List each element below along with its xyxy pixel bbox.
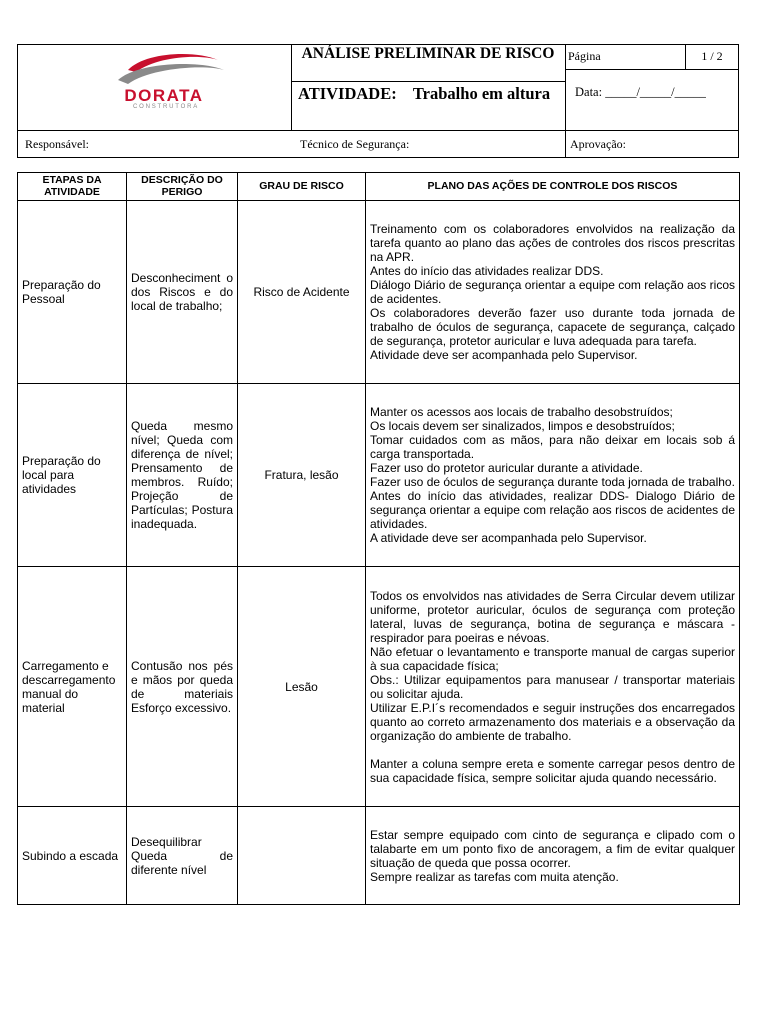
plano-line: Utilizar E.P.I´s recomendados e seguir instruções dos encarregados quanto ao correto armazenamento dos materiais e a observação da organização do ambiente de trabalho. (370, 700, 735, 743)
divider (565, 69, 739, 70)
perigo-cell: Queda mesmo nível; Queda com diferença de nível; Prensamento de membros. Ruído; Projeção de Partículas; Postura inadequada. (127, 384, 238, 567)
etapa-cell: Preparação do Pessoal (18, 201, 127, 384)
risk-analysis-table (17, 172, 740, 905)
plano-cell (366, 807, 740, 905)
responsavel-label: Responsável: (25, 137, 89, 151)
plano-line: Antes do início das atividades realizar DDS. (370, 264, 604, 278)
plano-line: Fazer uso do protetor auricular durante a atividade. (370, 461, 643, 475)
paragraph-gap (370, 743, 735, 757)
perigo-cell: Contusão nos pés e mãos por queda de materiais Esforço excessivo. (127, 567, 238, 807)
grau-cell: Risco de Acidente (238, 201, 366, 384)
table-row (18, 201, 740, 384)
plano-cell (366, 201, 740, 384)
perigo-cell: Desconheciment o dos Riscos e do local de trabalho; (127, 201, 238, 384)
divider (291, 81, 565, 82)
plano-line: Treinamento com os colaboradores envolvidos na realização da tarefa quanto ao plano das ações de controles dos riscos prescritas na APR. (370, 222, 735, 264)
header-plano: PLANO DAS AÇÕES DE CONTROLE DOS RISCOS (366, 173, 740, 201)
divider (17, 130, 739, 131)
activity-title: ATIVIDADE: Trabalho em altura (298, 84, 551, 103)
divider (565, 44, 566, 158)
plano-cell (366, 567, 740, 807)
plano-line: Diálogo Diário de segurança orientar a equipe com relação aos ricos de acidentes. (370, 278, 735, 306)
dorata-logo (100, 50, 232, 110)
table-header-row (18, 173, 740, 201)
plano-cell (366, 384, 740, 567)
header-grau: GRAU DE RISCO (238, 173, 366, 201)
header-perigo: DESCRIÇÃO DO PERIGO (127, 173, 238, 201)
etapa-cell: Subindo a escada (18, 807, 127, 905)
plano-line: Obs.: Utilizar equipamentos para manusear / transportar materiais ou solicitar ajuda. (370, 672, 735, 701)
table-row (18, 807, 740, 905)
header-etapas: ETAPAS DA ATIVIDADE (18, 173, 127, 201)
grau-cell: Lesão (238, 567, 366, 807)
plano-line: Manter os acessos aos locais de trabalho desobstruídos; (370, 405, 673, 419)
aprovacao-label: Aprovação: (570, 137, 626, 151)
document-title: ANÁLISE PRELIMINAR DE RISCO (301, 45, 555, 62)
plano-line: Manter a coluna sempre ereta e somente carregar pesos dentro de sua capacidade física, sempre solicitar ajuda quando necessário. (370, 756, 735, 785)
date-field[interactable]: Data: _____/_____/_____ (575, 85, 706, 99)
plano-line: Os colaboradores deverão fazer uso durante toda jornada de trabalho de óculos de segurança, capacete de segurança, calçado de segurança, protetor auricular e luva adequada para tarefa. (370, 306, 735, 348)
plano-line: Tomar cuidados com as mãos, para não deixar em locais sob á carga transportada. (370, 433, 735, 461)
svg-text:DORATA: DORATA (124, 86, 204, 105)
etapa-cell: Preparação do local para atividades (18, 384, 127, 567)
plano-line: Fazer uso de óculos de segurança durante toda jornada de trabalho. (370, 475, 735, 489)
plano-line: Os locais devem ser sinalizados, limpos e desobstruídos; (370, 419, 675, 433)
plano-line: Sempre realizar as tarefas com muita atenção. (370, 869, 619, 884)
plano-line: Não efetuar o levantamento e transporte manual de cargas superior à sua capacidade física; (370, 644, 735, 673)
tecnico-label: Técnico de Segurança: (300, 137, 410, 151)
table-row (18, 384, 740, 567)
grau-cell: Fratura, lesão (238, 384, 366, 567)
grau-cell (238, 807, 366, 905)
etapa-cell: Carregamento e descarregamento manual do material (18, 567, 127, 807)
plano-line: A atividade deve ser acompanhada pelo Supervisor. (370, 531, 647, 545)
plano-line: Estar sempre equipado com cinto de segurança e clipado com o talabarte em um ponto fixo de ancoragem, a fim de evitar qualquer situação de queda que possa ocorrer. (370, 827, 735, 870)
table-row (18, 567, 740, 807)
plano-line: Antes do início das atividades, realizar DDS- Dialogo Diário de segurança orientar a equipe com relação aos riscos de acidentes de atividades. (370, 489, 735, 531)
svg-text:CONSTRUTORA: CONSTRUTORA (132, 104, 200, 110)
plano-line: Todos os envolvidos nas atividades de Serra Circular devem utilizar uniforme, protetor auricular, óculos de segurança com proteção lateral, luvas de segurança, botina de segurança e máscara - respirador para poeiras e névoas. (370, 588, 735, 645)
page-number: 1 / 2 (701, 49, 723, 63)
page-label: Página (568, 49, 601, 63)
perigo-cell: Desequilibrar Queda de diferente nível (127, 807, 238, 905)
plano-line: Atividade deve ser acompanhada pelo Supervisor. (370, 348, 638, 362)
